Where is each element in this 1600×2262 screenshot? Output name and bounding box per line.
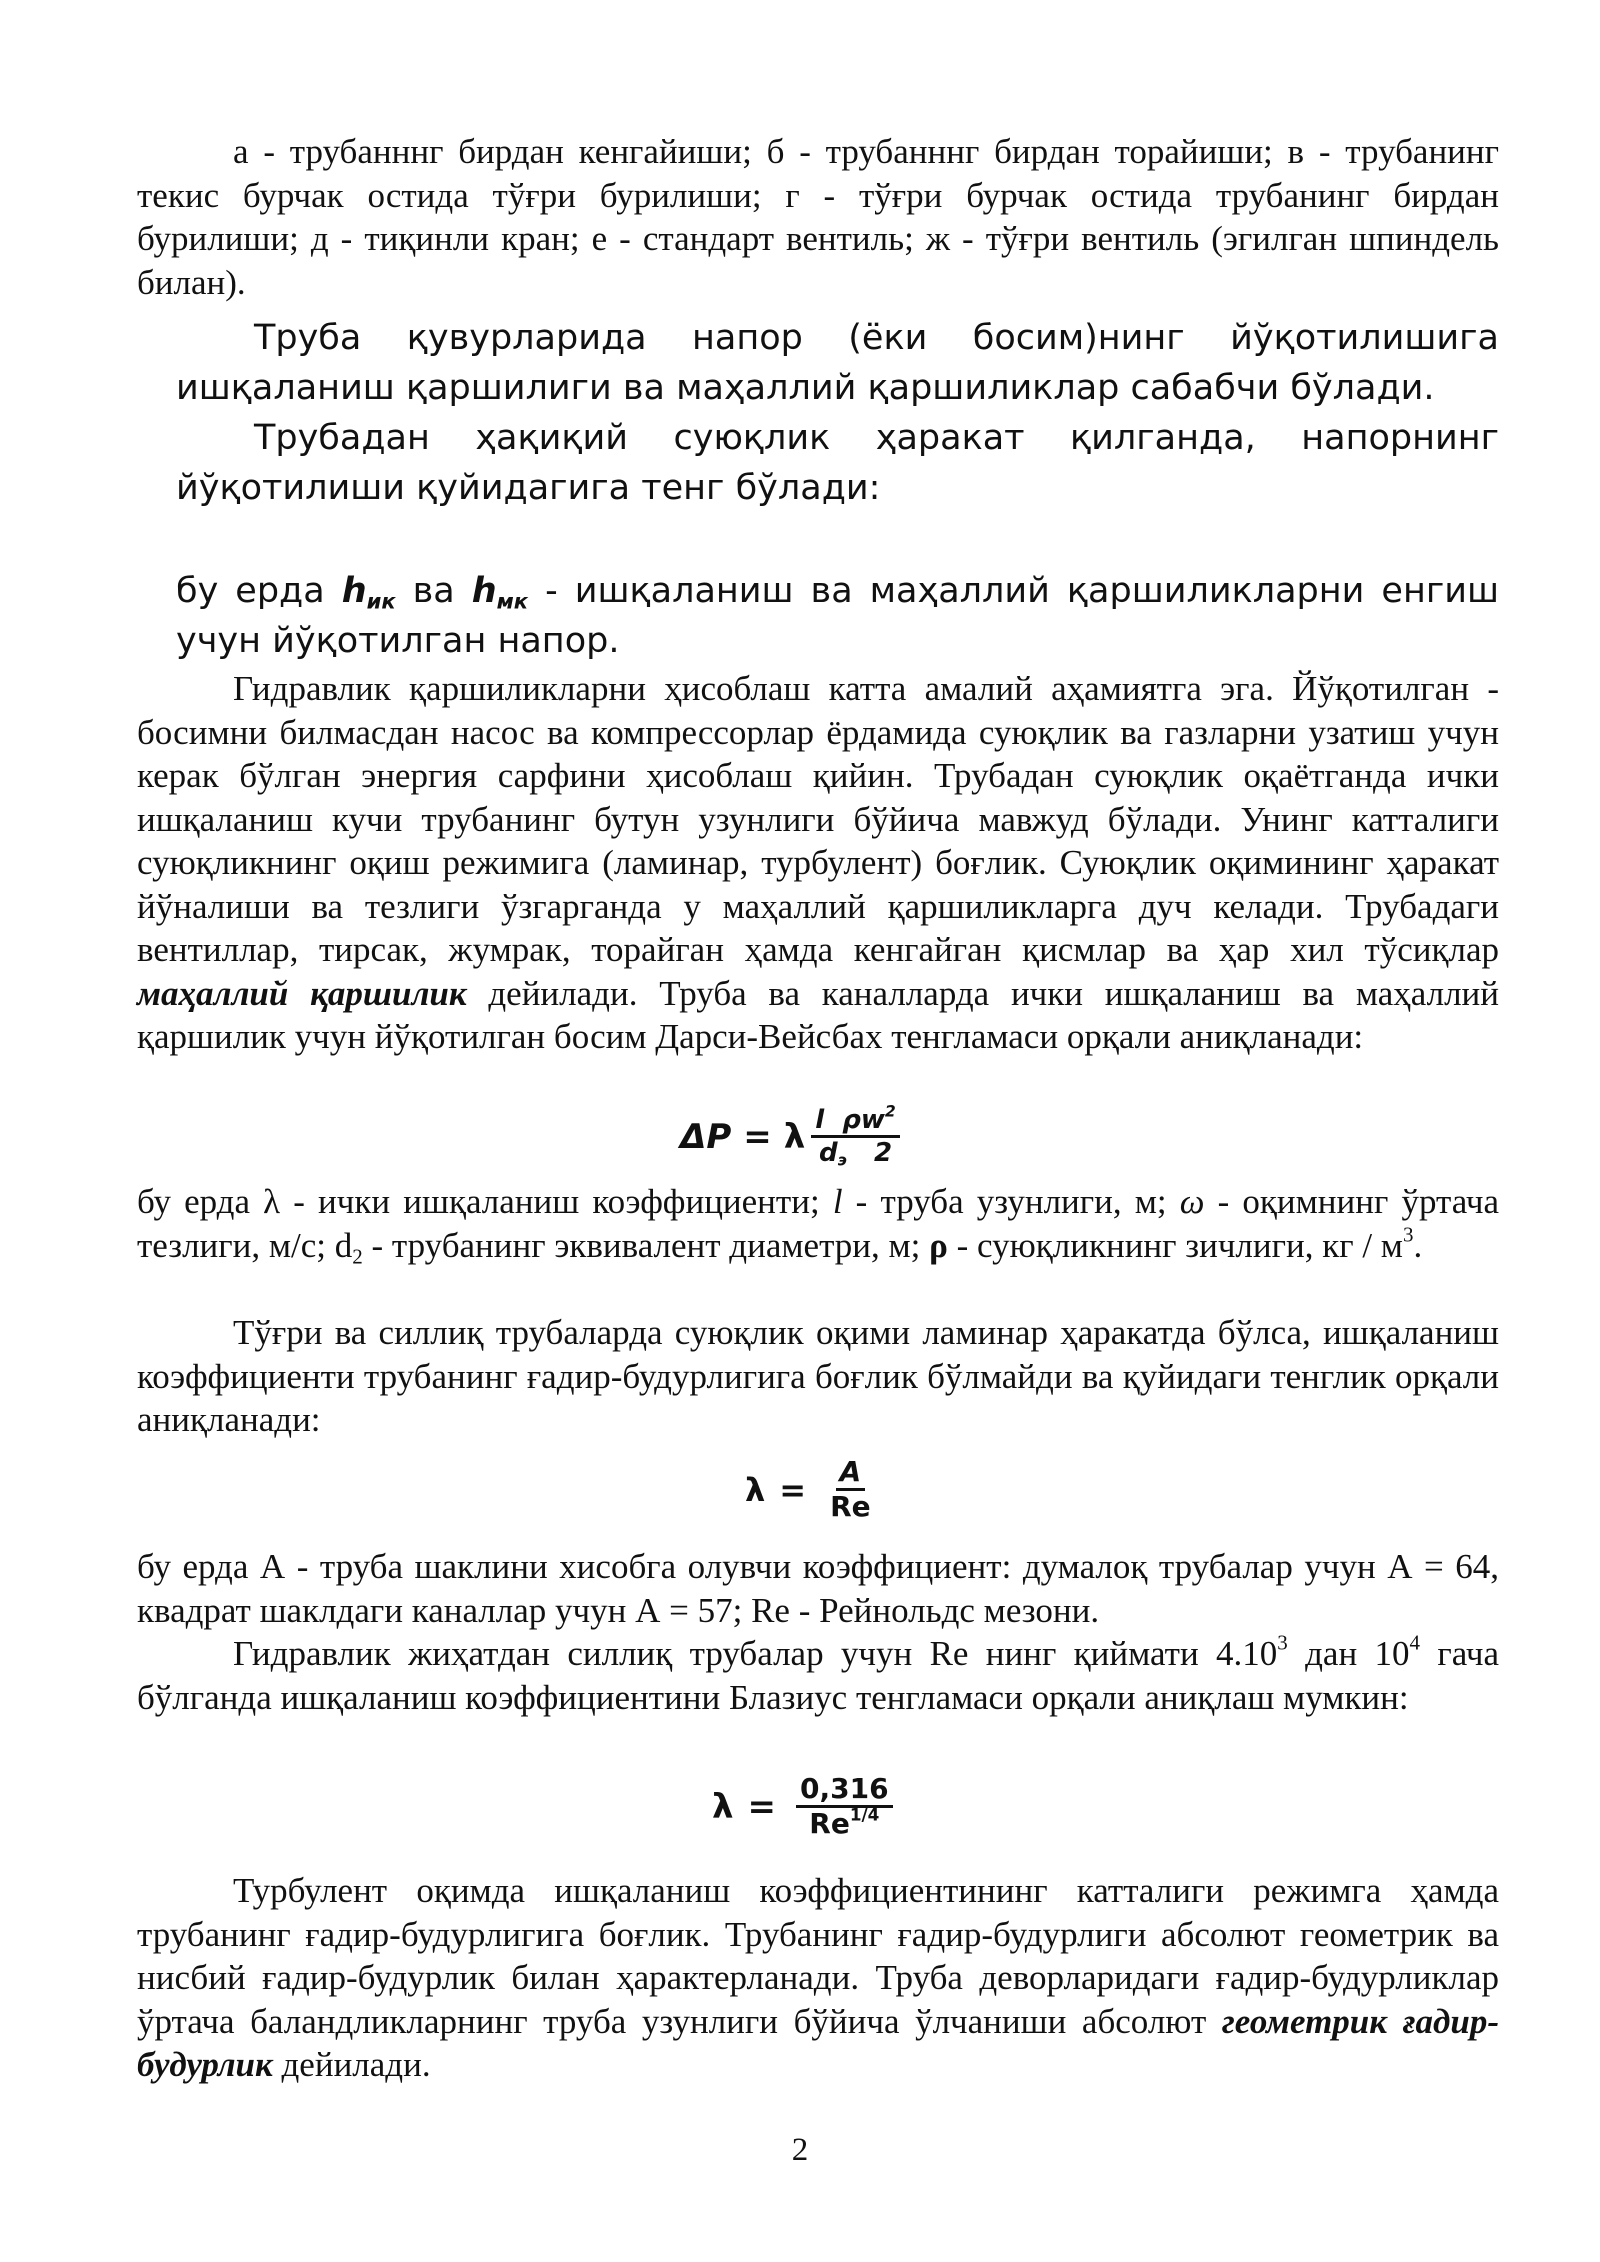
text: - суюқликнинг зичлиги, кг / м	[947, 1225, 1403, 1265]
paragraph-blasius	[137, 1632, 1499, 1719]
formula-denominator: Re	[830, 1490, 871, 1523]
formula-lambda: λ	[712, 1786, 734, 1827]
formula-darcy-weisbach	[680, 1102, 900, 1170]
formula-equals: =	[779, 1470, 807, 1509]
paragraph-coefficient-a: бу ерда А - труба шаклини хисобга олувчи коэффициент: думалоқ трубалар учун А = 64, квадрат шаклдаги каналлар учун А = 57; Re - Рейнольдс мезони.	[137, 1547, 1499, 1630]
paragraph-head-loss-definition	[176, 566, 1499, 666]
formula-fraction	[796, 1772, 893, 1840]
formula-lambda: λ	[783, 1116, 806, 1157]
paragraph-variable-definitions	[137, 1180, 1499, 1267]
paragraph-pressure-loss-causes: Труба қувурларида напор (ёки босим)нинг йўқотилишига ишқаланиш қаршилиги ва маҳаллий қаршиликлар сабабчи бўлади.	[176, 318, 1499, 408]
formula-l: l	[815, 1105, 825, 1135]
superscript-3: 3	[1402, 1221, 1414, 1246]
formula-rho-w: ρw	[842, 1105, 885, 1135]
formula-fraction	[826, 1455, 875, 1523]
emphasis-geometric-roughness: геометрик ғадир-будурлик	[137, 2001, 1499, 2084]
formula-laminar-lambda	[745, 1455, 875, 1523]
paragraph-laminar-flow: Тўғри ва силлиқ трубаларда суюқлик оқими ламинар ҳаракатда бўлса, ишқаланиш коэффициенти трубанинг ғадир-будурлигига боғлик бўлмайди ва қуйидаги тенглик орқали аниқланади:	[137, 1313, 1499, 1439]
formula-lambda: λ	[745, 1470, 766, 1509]
superscript-3: 3	[1277, 1630, 1288, 1655]
formula-exponent: 1/4	[849, 1804, 880, 1825]
formula-denominator	[805, 1804, 883, 1840]
formula-d-subscript: э	[837, 1151, 847, 1170]
formula-numerator: A	[836, 1458, 866, 1491]
subscript-mk: мк	[496, 589, 529, 614]
formula-fraction	[811, 1102, 900, 1170]
formula-blasius	[712, 1772, 893, 1840]
formula-numerator	[811, 1102, 900, 1138]
symbol-l: l	[832, 1182, 843, 1221]
formula-denominator	[815, 1138, 896, 1170]
paragraph-turbulent-roughness	[137, 1869, 1499, 2087]
symbol-omega: ω	[1179, 1182, 1205, 1221]
text: Гидравлик жиҳатдан силлиқ трубалар учун Re нинг қиймати 4.10	[233, 1634, 1278, 1673]
text: бу ерда λ - ички ишқаланиш коэффициенти;	[137, 1182, 833, 1221]
text: - оқимнинг ўртача тезлиги, м/с; d	[137, 1182, 1499, 1265]
formula-exponent: 2	[884, 1102, 896, 1121]
superscript-4: 4	[1409, 1630, 1421, 1655]
formula-numerator: 0,316	[796, 1775, 893, 1808]
formula-d: d	[818, 1138, 838, 1168]
formula-two: 2	[873, 1138, 893, 1168]
text: дейилади. Труба ва каналларда ички ишқаланиш ва маҳаллий қаршилик учун йўқотилган босим Дарси-Вейсбах тенгламаси орқали аниқланади:	[137, 973, 1499, 1056]
text: - ишқаланиш ва маҳаллий қаршиликларни енгиш учун йўқотилган напор.	[176, 571, 1499, 661]
page-number: 2	[791, 2132, 809, 2168]
formula-re: Re	[809, 1807, 850, 1840]
text: .	[1413, 1225, 1423, 1265]
symbol-h: h	[341, 571, 367, 611]
text: Турбулент оқимда ишқаланиш коэффициентининг катталиги режимга ҳамда трубанинг ғадир-будурлигига боғлик. Трубанинг ғадир-будурлиги абсолют геометрик ва нисбий ғадир-будурлик билан ҳарактерланади. Труба деворларидаги ғадир-будурликлар ўртача баландликларнинг труба узунлиги бўйича ўлчаниши абсолют	[137, 1871, 1499, 2041]
symbol-rho: ρ	[929, 1225, 948, 1265]
subscript-2: 2	[352, 1243, 363, 1268]
text: дан 10	[1287, 1634, 1410, 1673]
figure-caption: а - трубанннг бирдан кенгайиши; б - трубанннг бирдан торайиши; в - трубанинг текис бурчак остида тўғри бурилиши; г - тўғри бурчак остида трубанинг бирдан бурилиши; д - тиқинли кран; е - стандарт вентиль; ж - тўғри вентиль (эгилган шпиндель билан).	[137, 132, 1499, 302]
subscript-ik: ик	[366, 589, 396, 614]
text: ва	[395, 571, 472, 611]
formula-lhs: ΔP	[680, 1116, 732, 1157]
symbol-h: h	[471, 571, 497, 611]
emphasis-local-resistance: маҳаллий қаршилик	[137, 973, 467, 1013]
text: бу ерда	[176, 571, 342, 611]
text: - труба узунлиги, м;	[842, 1182, 1180, 1221]
text: Гидравлик қаршиликларни ҳисоблаш катта амалий аҳамиятга эга. Йўқотилган - босимни билмасдан насос ва компрессорлар ёрдамида суюқлик ва газларни узатиш учун керак бўлган энергия сарфини ҳисоблаш қийин. Трубадан суюқлик оқаётганда ички ишқаланиш кучи трубанинг бутун узунлиги бўйича мавжуд бўлади. Унинг катталиги суюқликнинг оқиш режимига (ламинар, турбулент) боғлик. Суюқлик оқимининг ҳаракат йўналиши ва тезлиги ўзгарганда у маҳаллий қаршиликларга дуч келади. Трубадаги вентиллар, тирсак, жумрак, торайган ҳамда кенгайган қисмлар ва ҳар хил тўсиқлар	[137, 669, 1499, 969]
text: гача бўлганда ишқаланиш коэффициентини Блазиус тенгламаси орқали аниқлаш мумкин:	[137, 1634, 1499, 1717]
text: - трубанинг эквивалент диаметри, м;	[362, 1225, 930, 1265]
formula-equals: =	[747, 1786, 777, 1827]
paragraph-hydraulic-resistance	[137, 667, 1499, 1059]
formula-equals: =	[743, 1116, 772, 1157]
text: дейилади.	[272, 2045, 431, 2084]
paragraph-real-fluid-head-loss: Трубадан ҳақиқий суюқлик ҳаракат қилганда, напорнинг йўқотилиши қуйидагига тенг бўлади:	[176, 418, 1499, 508]
